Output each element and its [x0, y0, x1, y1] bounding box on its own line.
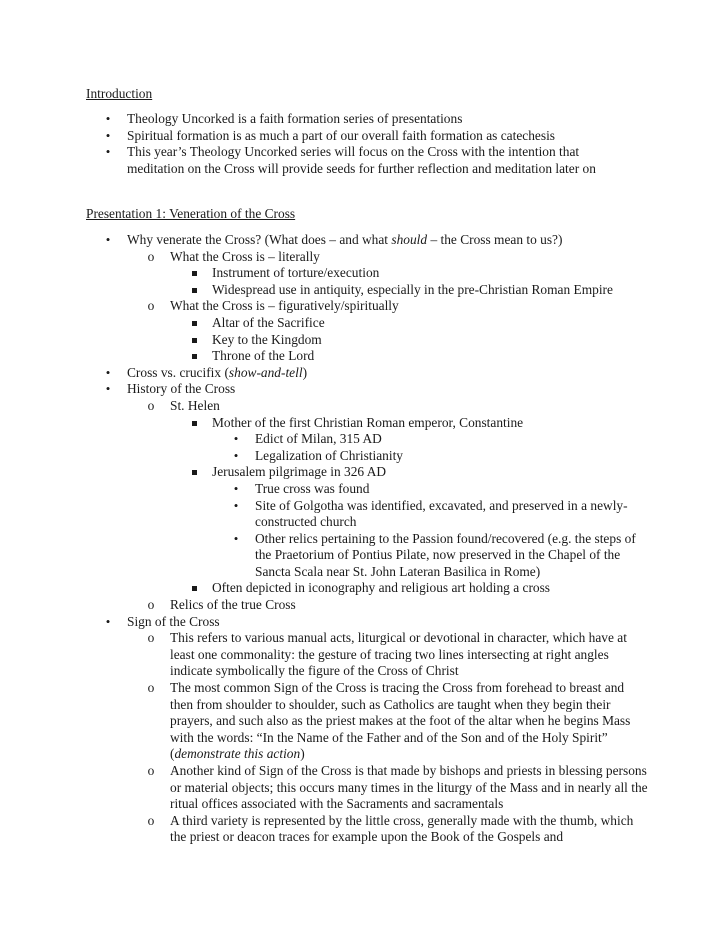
list-item	[0, 448, 720, 465]
list-item	[0, 481, 720, 498]
presentation-heading: Presentation 1: Veneration of the Cross	[86, 206, 296, 221]
presentation-list	[0, 232, 720, 846]
introduction-heading: Introduction	[86, 86, 153, 101]
circle-marker: o	[147, 248, 155, 264]
circle-marker: o	[147, 763, 155, 778]
list-item-crucifix	[0, 365, 720, 382]
bullet-marker: •	[233, 480, 239, 496]
square-bullet-icon	[188, 315, 200, 332]
bullet-marker: •	[233, 431, 239, 447]
list-item	[0, 398, 720, 415]
list-item-text: Relics of the true Cross	[170, 597, 296, 613]
bullet-marker: •	[233, 497, 239, 513]
list-item	[0, 580, 720, 597]
list-item-text: Theology Uncorked is a faith formation series of presentations	[127, 111, 463, 126]
list-item	[0, 630, 720, 680]
list-item-text: Instrument of torture/execution	[212, 265, 380, 281]
bullet-marker: •	[105, 111, 111, 126]
list-item	[0, 249, 720, 266]
list-item	[0, 282, 720, 299]
bullet-marker: •	[105, 127, 111, 143]
square-bullet-icon	[188, 348, 200, 365]
list-item	[0, 315, 720, 332]
list-item	[0, 498, 720, 531]
list-item-text: Altar of the Sacrifice	[212, 314, 325, 330]
square-bullet-icon	[188, 580, 200, 597]
list-item-text: Often depicted in iconography and religious art holding a cross	[212, 580, 551, 596]
list-item	[0, 464, 720, 481]
bullet-marker: •	[105, 232, 111, 247]
list-item-text: Key to the Kingdom	[212, 331, 322, 347]
list-item-text: What the Cross is – literally	[170, 248, 320, 264]
bullet-marker: •	[233, 447, 239, 463]
list-item-text: Edict of Milan, 315 AD	[255, 431, 382, 447]
square-bullet-icon	[188, 464, 200, 481]
circle-marker: o	[147, 680, 155, 696]
list-item-text: Jerusalem pilgrimage in 326 AD	[212, 464, 387, 480]
list-item-text: Why venerate the Cross? (What does – and what should – the Cross mean to us?)	[127, 232, 563, 247]
bullet-marker: •	[105, 613, 111, 629]
list-item	[0, 680, 720, 763]
bullet-marker: •	[105, 144, 111, 160]
list-item-text: Sign of the Cross	[127, 613, 220, 629]
square-bullet-icon	[188, 415, 200, 432]
list-item	[0, 332, 720, 349]
list-item-text: A third variety is represented by the little cross, generally made with the thumb, which the priest or deacon traces for example upon the Book of the Gospels and	[170, 812, 634, 845]
list-item-text: Throne of the Lord	[212, 348, 315, 364]
list-item	[0, 763, 720, 813]
list-item-text: Cross vs. crucifix (show-and-tell)	[127, 364, 308, 380]
list-item	[0, 265, 720, 282]
list-item	[0, 111, 720, 128]
circle-marker: o	[147, 597, 155, 613]
list-item-text: Other relics pertaining to the Passion found/recovered (e.g. the steps of the Praetorium of Pontius Pilate, now preserved in the Chapel of the Sancta Scala near St. John Lateran Basilica in Rome)	[255, 530, 636, 579]
bullet-marker: •	[105, 381, 111, 397]
list-item	[0, 128, 720, 145]
list-item	[0, 144, 720, 177]
list-item-text: True cross was found	[255, 480, 370, 496]
list-item-why-venerate	[0, 232, 720, 249]
list-item	[0, 431, 720, 448]
list-item	[0, 813, 720, 846]
list-item	[0, 348, 720, 365]
list-item-text: History of the Cross	[127, 381, 236, 397]
list-item-text: Site of Golgotha was identified, excavated, and preserved in a newly-constructed church	[255, 497, 628, 530]
circle-marker: o	[147, 298, 155, 314]
list-item-text: Mother of the first Christian Roman emperor, Constantine	[212, 414, 524, 430]
introduction-list	[0, 111, 720, 177]
list-item	[0, 415, 720, 432]
bullet-marker: •	[233, 530, 239, 546]
square-bullet-icon	[188, 282, 200, 299]
list-item-text: Another kind of Sign of the Cross is that made by bishops and priests in blessing persons or material objects; this occurs many times in the liturgy of the Mass and in nearly all the ritual offices associated with the Sacraments and sacramentals	[170, 763, 648, 812]
list-item	[0, 597, 720, 614]
square-bullet-icon	[188, 265, 200, 282]
list-item-text: Legalization of Christianity	[255, 447, 404, 463]
circle-marker: o	[147, 630, 155, 646]
list-item	[0, 531, 720, 581]
square-bullet-icon	[188, 332, 200, 349]
circle-marker: o	[147, 812, 155, 828]
list-item-history	[0, 381, 720, 398]
list-item-text: Spiritual formation is as much a part of our overall faith formation as catechesis	[127, 127, 555, 143]
bullet-marker: •	[105, 364, 111, 380]
list-item-text: What the Cross is – figuratively/spiritually	[170, 298, 399, 314]
list-item-text: St. Helen	[170, 397, 220, 413]
list-item-sign-of-cross	[0, 614, 720, 631]
list-item-text: This refers to various manual acts, liturgical or devotional in character, which have at least one commonality: the gesture of tracing two lines intersecting at right angles indicate symbolically the figure of the Cross of Christ	[170, 630, 627, 679]
list-item-text: Widespread use in antiquity, especially in the pre-Christian Roman Empire	[212, 281, 613, 297]
list-item	[0, 298, 720, 315]
list-item-text: The most common Sign of the Cross is tracing the Cross from forehead to breast and then from shoulder to shoulder, such as Catholics are taught when they begin their prayers, and such also as the priest makes at the foot of the altar when he begins Mass with the words: “In the Name of the Father and of the Son and of the Holy Spirit” (demonstrate this action)	[170, 680, 631, 762]
circle-marker: o	[147, 397, 155, 413]
list-item-text: This year’s Theology Uncorked series will focus on the Cross with the intention that meditation on the Cross will provide seeds for further reflection and meditation later on	[127, 144, 596, 176]
